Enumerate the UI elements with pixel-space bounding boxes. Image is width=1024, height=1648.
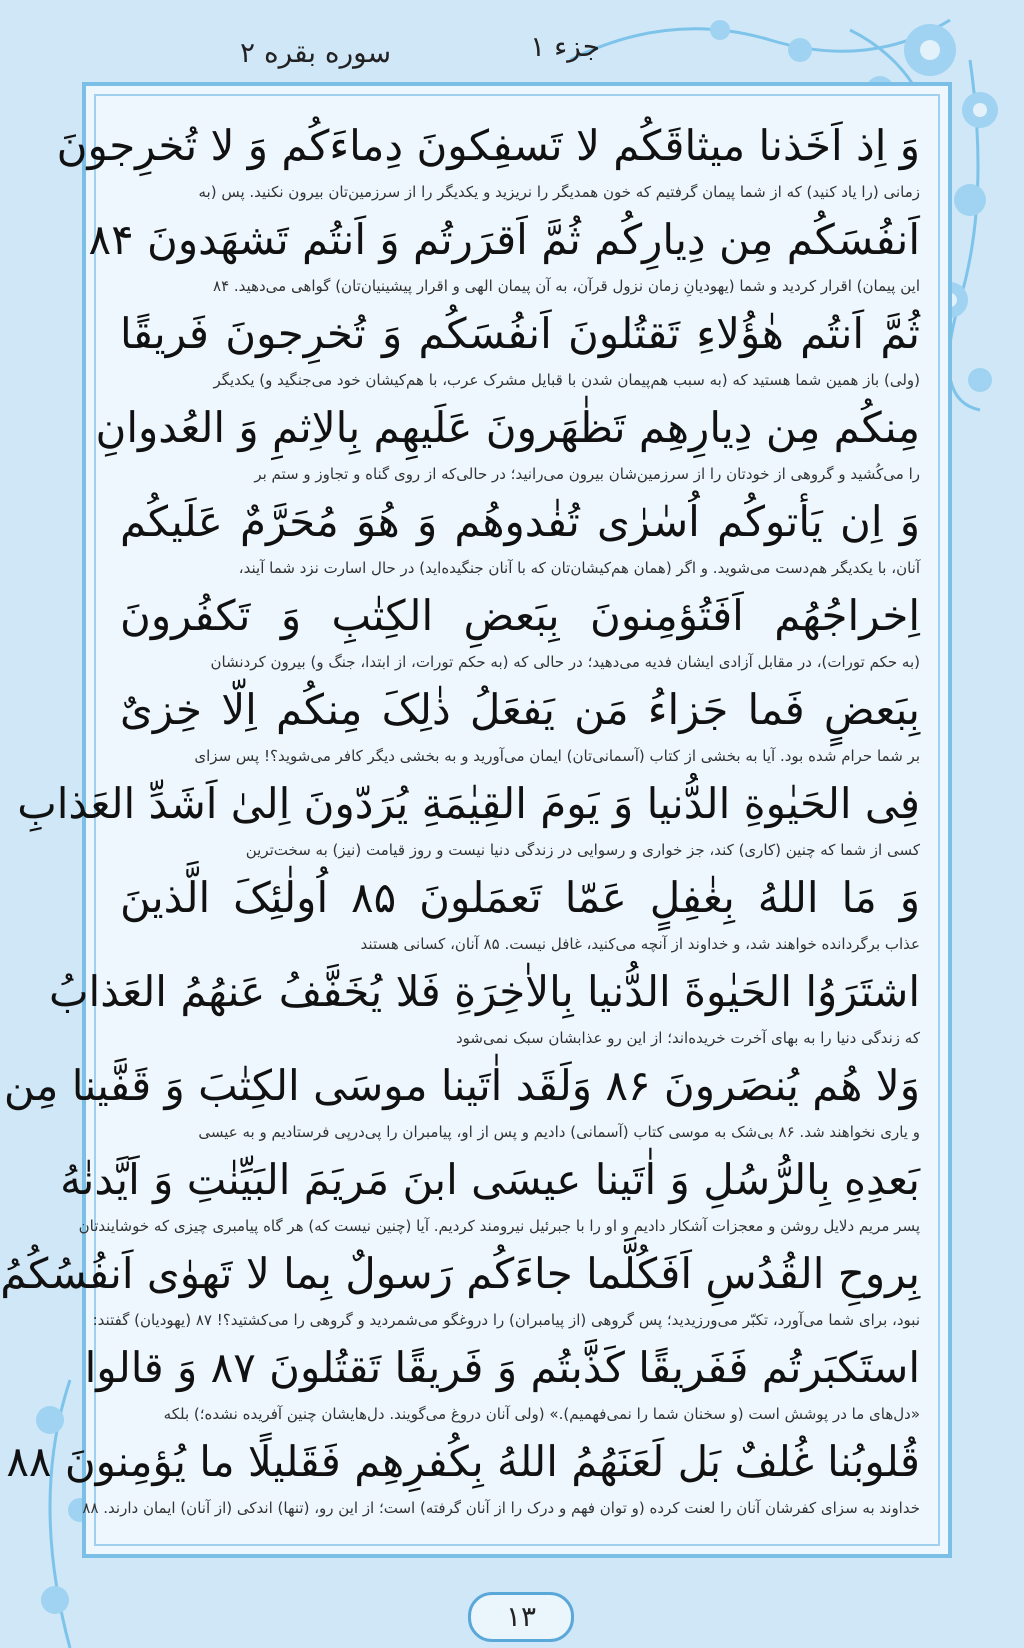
arabic-text: وَلا هُم یُنصَرونَ ۸۶ وَلَقَد اٰتَینا موسَی الکِتٰبَ وَ قَفَّینا مِن — [3, 1061, 920, 1110]
arabic-text: مِنکُم مِن دِیارِهِم تَظٰهَرونَ عَلَیهِم بِالاِثمِ وَ العُدوانِ — [95, 403, 920, 452]
arabic-text: اشتَرَوُا الحَیٰوةَ الدُّنیا بِالاٰخِرَةِ فَلا یُخَفَّفُ عَنهُمُ العَذابُ — [48, 967, 920, 1016]
arabic-text: وَ اِن یَأتوکُم اُسٰرٰی تُفٰدوهُم وَ هُوَ مُحَرَّمٌ عَلَیکُم — [120, 497, 920, 546]
translation-text: عذاب برگردانده خواهند شد، و خداوند از آنچه می‌کنید، غافل نیست. ۸۵ آنان، کسانی هستند — [360, 935, 920, 953]
translation-text: آنان، با یکدیگر هم‌دست می‌شوید. و اگر (همان هم‌کیشان‌تان که با آنان جنگیده‌اید) در حال اسارت نزد شما آیند، — [238, 559, 920, 577]
translation-text: بر شما حرام شده بود. آیا به بخشی از کتاب (آسمانی‌تان) ایمان می‌آورید و به بخشی دیگر کافر می‌شوید؟! پس سزای — [194, 747, 920, 765]
arabic-text: بَعدِهِ بِالرُّسُلِ وَ اٰتَینا عیسَی ابنَ مَریَمَ البَیِّنٰتِ وَ اَیَّدنٰهُ — [60, 1155, 920, 1204]
arabic-text: قُلوبُنا غُلفٌ بَل لَعَنَهُمُ اللهُ بِکُفرِهِم فَقَلیلًا ما یُؤمِنونَ ۸۸ — [6, 1437, 920, 1486]
page-header — [240, 30, 600, 70]
translation-text: (به حکم تورات)، در مقابل آزادی ایشان فدیه می‌دهید؛ در حالی که (به حکم تورات، از ابتدا، جنگ و) بیرون کردنشان — [210, 653, 920, 671]
translation-text: «دل‌های ما در پوشش است (و سخنان شما را نمی‌فهمیم).» (ولی آنان دروغ می‌گویند. دل‌هایشان چنین آفریده نشده؛) بلکه — [163, 1405, 920, 1423]
arabic-text: بِروحِ القُدُسِ اَفَکُلَّما جاءَکُم رَسولٌ بِما لا تَهوٰی اَنفُسُکُمُ — [0, 1249, 920, 1298]
arabic-text: بِبَعضٍ فَما جَزاءُ مَن یَفعَلُ ذٰلِکَ مِنکُم اِلّا خِزیٌ — [120, 685, 920, 734]
translation-text: (ولی) باز همین شما هستید که (به سبب هم‌پیمان شدن با قبایل مشرک عرب، با هم‌کیشان خود می‌جنگید و) یکدیگر — [213, 371, 920, 389]
translation-text: نبود، برای شما می‌آورد، تکبّر می‌ورزیدید؛ پس گروهی (از پیامبران) را دروغگو می‌شمردید و گروهی را می‌کشتید؟! ۸۷ (یهودیان) گفتند: — [92, 1311, 920, 1329]
translation-text: که زندگی دنیا را به بهای آخرت خریده‌اند؛ از این رو عذابشان سبک نمی‌شود — [455, 1029, 920, 1047]
arabic-text: اَنفُسَکُم مِن دِیارِکُم ثُمَّ اَقرَرتُم وَ اَنتُم تَشهَدونَ ۸۴ — [88, 215, 920, 264]
arabic-text: استَکبَرتُم فَفَریقًا کَذَّبتُم وَ فَریقًا تَقتُلونَ ۸۷ وَ قالوا — [84, 1343, 920, 1392]
translation-text: کسی از شما که چنین (کاری) کند، جز خواری و رسوایی در زندگی دنیا نیست و روز قیامت (نیز) به سخت‌ترین — [245, 841, 920, 859]
translation-text: و یاری نخواهند شد. ۸۶ بی‌شک به موسی کتاب (آسمانی) دادیم و پس از او، پیامبران را پی‌درپی فرستادیم و به عیسی — [198, 1123, 920, 1141]
translation-text: زمانی (را یاد کنید) که از شما پیمان گرفتیم که خون همدیگر را نریزید و یکدیگر را از سرزمین‌تان بیرون نکنید. پس (به — [198, 183, 920, 201]
surah-label: سوره بقره ۲ — [240, 36, 392, 69]
translation-text: پسر مریم دلایل روشن و معجزات آشکار دادیم و او را با جبرئیل نیرومند کردیم. آیا (چنین نیست که) هر گاه پیامبری چیزی که خوشایندتان — [78, 1217, 920, 1235]
translation-text: خداوند به سزای کفرشان آنان را لعنت کرده (و توان فهم و درک را از آنان گرفته) است؛ از این رو، (تنها) اندکی (از آنان) ایمان دارند. ۸۸ — [82, 1499, 920, 1517]
page-number-badge: ۱۳ — [468, 1592, 574, 1642]
translation-text: را می‌کُشید و گروهی از خودتان را از سرزمین‌شان بیرون می‌رانید؛ در حالی‌که از روی گناه و تجاوز و ستم بر — [254, 465, 920, 483]
arabic-text: وَ اِذ اَخَذنا میثاقَکُم لا تَسفِکونَ دِماءَکُم وَ لا تُخرِجونَ — [56, 121, 920, 170]
arabic-text: اِخراجُهُم اَفَتُؤمِنونَ بِبَعضِ الکِتٰبِ وَ تَکفُرونَ — [120, 591, 920, 640]
arabic-text: وَ مَا اللهُ بِغٰفِلٍ عَمّا تَعمَلونَ ۸۵ اُولٰئِکَ الَّذینَ — [120, 873, 921, 922]
translation-text: این پیمان) اقرار کردید و شما (یهودیانِ زمان نزول قرآن، به آن پیمان الهی و اقرار پیشینیان‌تان) گواهی می‌دهید. ۸۴ — [213, 277, 920, 295]
arabic-text: ثُمَّ اَنتُم هٰؤُلاءِ تَقتُلونَ اَنفُسَکُم وَ تُخرِجونَ فَریقًا — [120, 309, 920, 358]
juz-label: جزء ۱ — [530, 30, 600, 63]
arabic-text: فِی الحَیٰوةِ الدُّنیا وَ یَومَ القِیٰمَةِ یُرَدّونَ اِلیٰ اَشَدِّ العَذابِ — [17, 779, 920, 828]
verse-lines — [0, 116, 921, 1546]
